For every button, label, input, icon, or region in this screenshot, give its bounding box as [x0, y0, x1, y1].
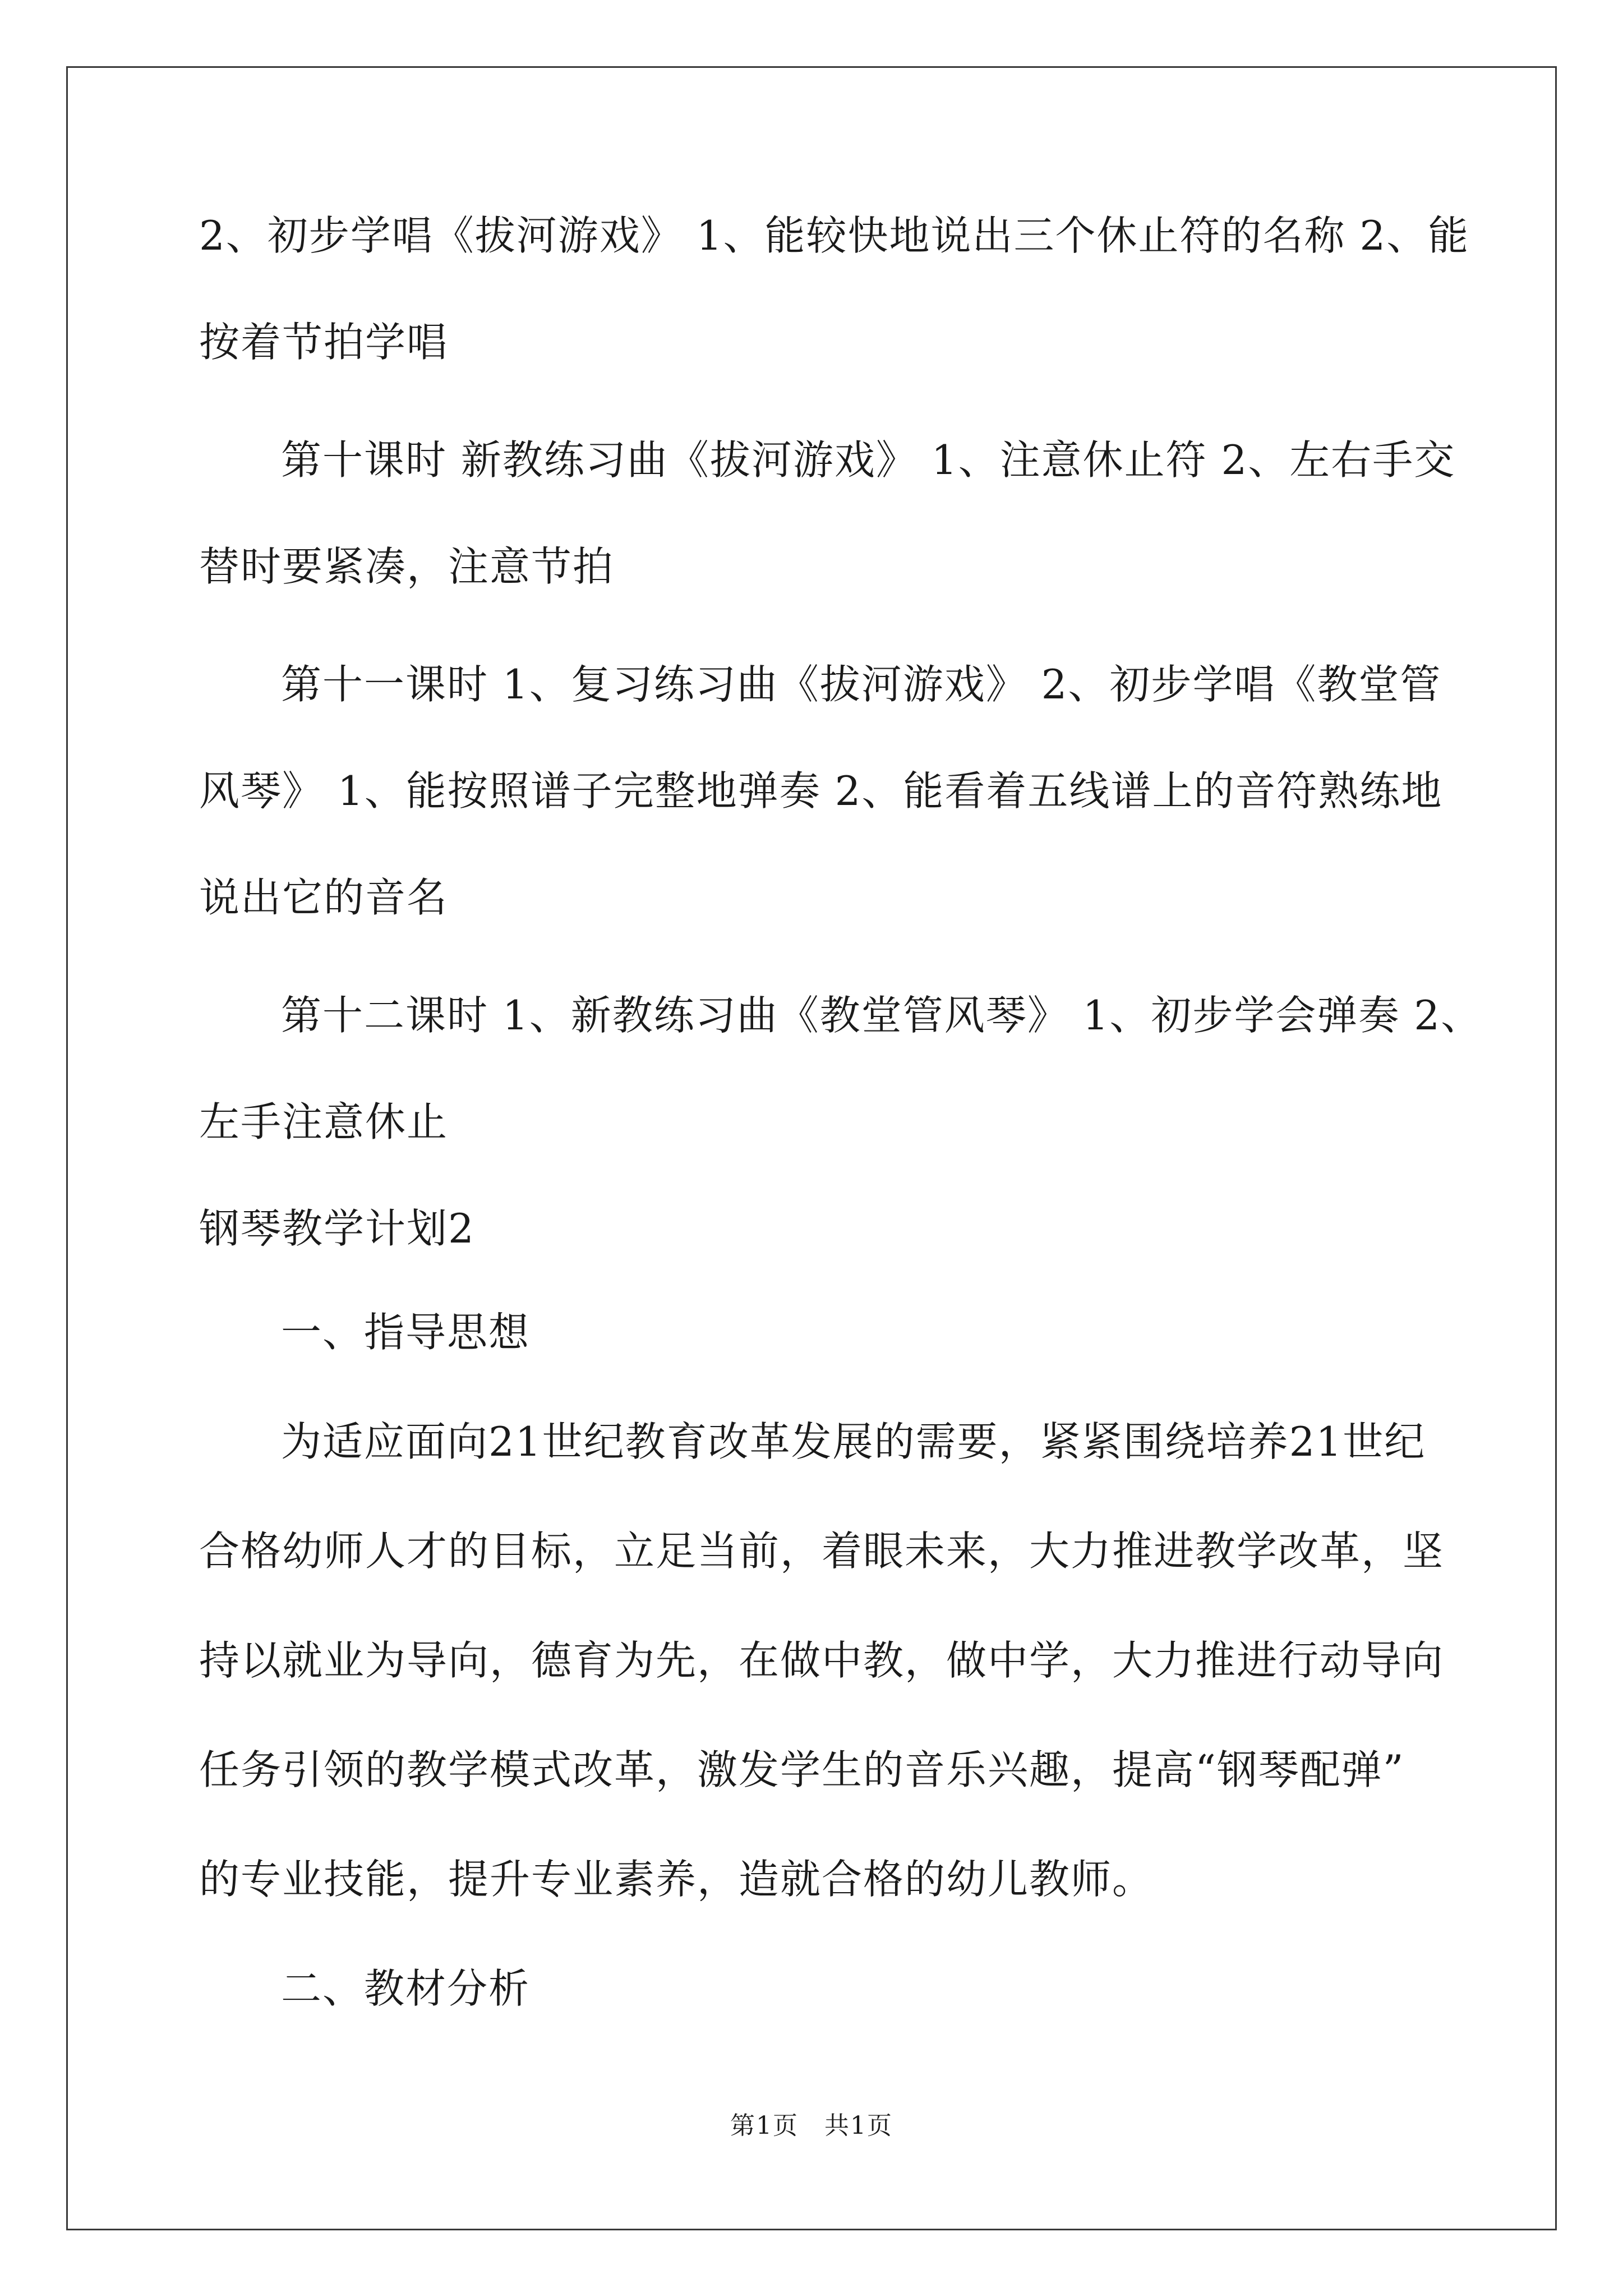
text-line: 持以就业为导向，德育为先，在做中教，做中学，大力推进行动导向: [199, 1637, 1445, 1684]
text-line: 为适应面向21世纪教育改革发展的需要，紧紧围绕培养21世纪: [281, 1418, 1426, 1465]
section-heading: 一、指导思想: [281, 1309, 531, 1356]
text-line: 的专业技能，提升专业素养，造就合格的幼儿教师。: [199, 1856, 1154, 1903]
text-line: 第十二课时 1、新教练习曲《教堂管风琴》 1、初步学会弹奏 2、: [281, 992, 1483, 1039]
page-border: [66, 66, 1557, 2230]
text-line: 替时要紧凑，注意节拍: [199, 543, 615, 590]
text-line: 按着节拍学唱: [199, 319, 449, 366]
text-line: 合格幼师人才的目标，立足当前，着眼未来，大力推进教学改革，坚: [199, 1527, 1445, 1575]
page-footer: 第1页 共1页: [730, 2111, 893, 2140]
text-line: 2、初步学唱《拔河游戏》 1、能较快地说出三个休止符的名称 2、能: [199, 212, 1470, 259]
section-heading: 二、教材分析: [281, 1965, 531, 2012]
text-line: 任务引领的教学模式改革，激发学生的音乐兴趣，提高“钢琴配弹”: [199, 1746, 1405, 1793]
text-line: 第十一课时 1、复习练习曲《拔河游戏》 2、初步学唱《教堂管: [281, 661, 1442, 708]
text-line: 第十课时 新教练习曲《拔河游戏》 1、注意休止符 2、左右手交: [281, 436, 1456, 484]
text-line: 说出它的音名: [199, 874, 449, 921]
text-line: 左手注意休止: [199, 1098, 449, 1145]
section-heading: 钢琴教学计划2: [199, 1205, 475, 1252]
text-line: 风琴》 1、能按照谱子完整地弹奏 2、能看着五线谱上的音符熟练地: [199, 767, 1443, 815]
